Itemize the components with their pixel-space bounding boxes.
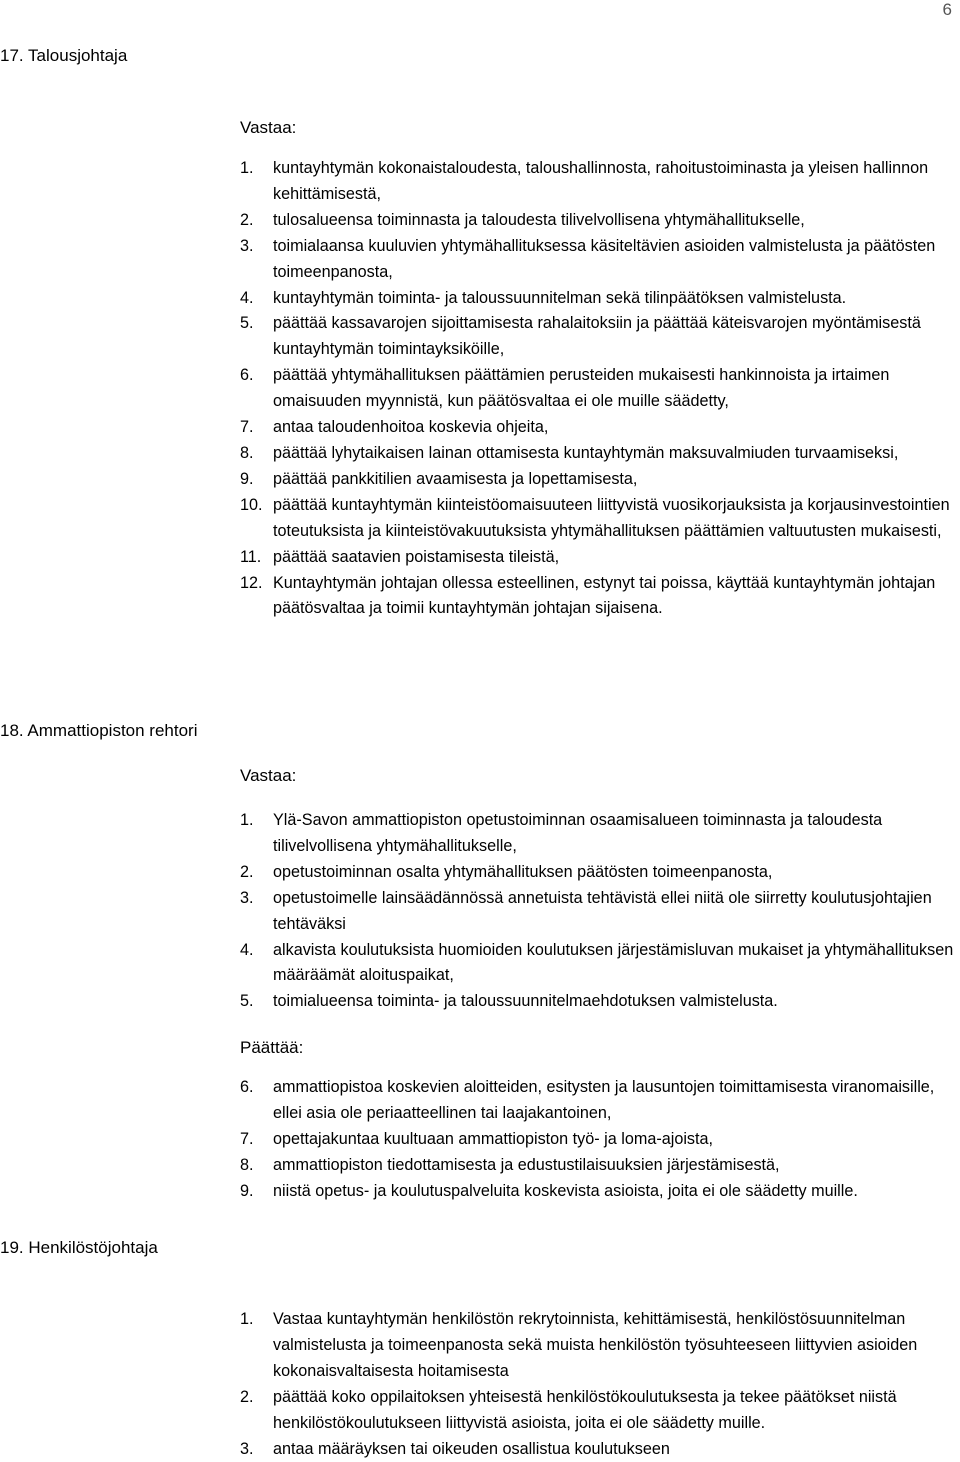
item-text: päättää kuntayhtymän kiinteistöomaisuuteen liittyvistä vuosikorjauksista ja korjausinvestointien toteutuksista ja kiinteistövakuutuksista yhtymähallituksen päättämien valtuutusten mukaisesti, — [273, 495, 950, 540]
item-text: Vastaa kuntayhtymän henkilöstön rekrytoinnista, kehittämisestä, henkilöstösuunnitelman valmistelusta ja toimeenpanosta sekä muista henkilöstön työsuhteeseen liittyvien asioiden kokonaisvaltaisesta hoitamisesta — [273, 1310, 918, 1380]
list-item — [240, 311, 958, 363]
item-text: ammattiopiston tiedottamisesta ja edustustilaisuuksien järjestämisestä, — [273, 1155, 780, 1174]
item-number: 2. — [240, 210, 254, 229]
item-text: opetustoiminnan osalta yhtymähallituksen päätösten toimeenpanosta, — [273, 862, 773, 881]
item-number: 3. — [240, 236, 254, 255]
list-item — [240, 467, 958, 493]
item-text: kuntayhtymän kokonaistaloudesta, taloushallinnosta, rahoitustoiminasta ja yleisen hallinnon kehittämisestä, — [273, 159, 929, 203]
list-item — [240, 1075, 958, 1127]
list-item — [240, 545, 958, 571]
item-text: päättää koko oppilaitoksen yhteisestä henkilöstökoulutuksesta ja tekee päätökset niistä henkilöstökoulutukseen liittyvistä asioista, joita ei ole säädetty muille. — [273, 1387, 897, 1432]
item-text: opetustoimelle lainsäädännössä annetuista tehtävistä ellei niitä ole siirretty koulutusjohtajien tehtäväksi — [273, 888, 932, 933]
item-number: 4. — [240, 940, 254, 959]
item-text: niistä opetus- ja koulutuspalveluita koskevista asioista, joita ei ole säädetty muille. — [273, 1181, 858, 1200]
subheading-vastaa: Vastaa: — [240, 766, 297, 785]
item-number: 8. — [240, 1155, 254, 1174]
item-number: 2. — [240, 1387, 254, 1406]
item-text: tulosalueensa toiminnasta ja taloudesta tilivelvollisena yhtymähallitukselle, — [273, 210, 805, 229]
section-title-ammattiopiston-rehtori: 18. Ammattiopiston rehtori — [0, 721, 198, 740]
item-number: 12. — [240, 573, 263, 592]
list-item — [240, 208, 958, 234]
item-text: kuntayhtymän toiminta- ja taloussuunnitelman sekä tilinpäätöksen valmistelusta. — [273, 288, 847, 307]
item-number: 6. — [240, 366, 254, 385]
list-item — [240, 1153, 958, 1179]
item-text: opettajakuntaa kuultuaan ammattiopiston työ- ja loma-ajoista, — [273, 1129, 714, 1148]
subheading-vastaa: Vastaa: — [240, 118, 297, 137]
list-item — [240, 1307, 958, 1385]
list-item — [240, 234, 958, 286]
item-number: 8. — [240, 443, 254, 462]
list-item — [240, 860, 958, 886]
item-number: 1. — [240, 159, 254, 177]
list-item — [240, 989, 958, 1015]
list-item — [240, 363, 958, 415]
item-number: 4. — [240, 288, 254, 307]
item-text: ammattiopistoa koskevien aloitteiden, esitysten ja lausuntojen toimittamisesta viranomaisille, ellei asia ole periaatteellinen tai laajakantoinen, — [273, 1078, 935, 1122]
item-number: 10. — [240, 495, 263, 514]
responsibility-list — [240, 1307, 958, 1462]
section-title-talousjohtaja: 17. Talousjohtaja — [0, 46, 128, 65]
list-item — [240, 938, 958, 990]
item-text: toimialaansa kuuluvien yhtymähallituksessa käsiteltävien asioiden valmistelusta ja päätösten toimeenpanosta, — [273, 236, 936, 281]
item-number: 5. — [240, 314, 254, 333]
item-number: 6. — [240, 1078, 254, 1096]
list-item — [240, 1385, 958, 1437]
item-text: päättää yhtymähallituksen päättämien perusteiden mukaisesti hankinnoista ja irtaimen omaisuuden myynnistä, kun päätösvaltaa ei ole muille säädetty, — [273, 366, 890, 411]
item-text: päättää lyhytaikaisen lainan ottamisesta kuntayhtymän maksuvalmiuden turvaamiseksi, — [273, 443, 899, 462]
item-text: alkavista koulutuksista huomioiden koulutuksen järjestämisluvan mukaiset ja yhtymähallituksen määräämät aloituspaikat, — [273, 940, 954, 985]
list-item — [240, 808, 958, 860]
item-text: toimialueensa toiminta- ja taloussuunnitelmaehdotuksen valmistelusta. — [273, 992, 778, 1011]
item-number: 2. — [240, 862, 254, 881]
item-text: Kuntayhtymän johtajan ollessa esteellinen, estynyt tai poissa, käyttää kuntayhtymän johtajan päätösvaltaa ja toimii kuntayhtymän johtajan sijaisena. — [273, 573, 936, 618]
item-number: 7. — [240, 1129, 254, 1148]
item-number: 3. — [240, 1439, 254, 1458]
list-item — [240, 571, 958, 623]
page-number: 6 — [942, 0, 952, 19]
list-item — [240, 1179, 958, 1205]
item-number: 11. — [240, 547, 262, 566]
item-number: 5. — [240, 992, 254, 1011]
list-item — [240, 156, 958, 208]
subheading-paattaa: Päättää: — [240, 1038, 304, 1057]
item-number: 3. — [240, 888, 254, 907]
item-text: päättää kassavarojen sijoittamisesta rahalaitoksiin ja päättää käteisvarojen myöntämisestä kuntayhtymän toimintayksiköille, — [273, 314, 921, 359]
list-item — [240, 493, 958, 545]
item-text: Ylä-Savon ammattiopiston opetustoiminnan osaamisalueen toiminnasta ja taloudesta tilivelvollisena yhtymähallitukselle, — [273, 811, 883, 855]
item-number: 1. — [240, 1310, 254, 1328]
item-number: 1. — [240, 811, 254, 829]
item-text: antaa taloudenhoitoa koskevia ohjeita, — [273, 418, 549, 437]
responsibility-list — [240, 156, 958, 622]
list-item — [240, 1127, 958, 1153]
item-text: antaa määräyksen tai oikeuden osallistua koulutukseen — [273, 1439, 670, 1458]
item-number: 9. — [240, 1181, 254, 1200]
item-number: 9. — [240, 469, 254, 488]
list-item — [240, 886, 958, 938]
list-item — [240, 415, 958, 441]
item-number: 7. — [240, 418, 254, 437]
item-text: päättää pankkitilien avaamisesta ja lopettamisesta, — [273, 469, 638, 488]
item-text: päättää saatavien poistamisesta tileistä, — [273, 547, 560, 566]
list-item — [240, 286, 958, 312]
decision-list — [240, 1075, 958, 1205]
responsibility-list — [240, 808, 958, 1015]
list-item — [240, 441, 958, 467]
section-title-henkilostojohtaja: 19. Henkilöstöjohtaja — [0, 1238, 158, 1257]
list-item — [240, 1437, 958, 1462]
